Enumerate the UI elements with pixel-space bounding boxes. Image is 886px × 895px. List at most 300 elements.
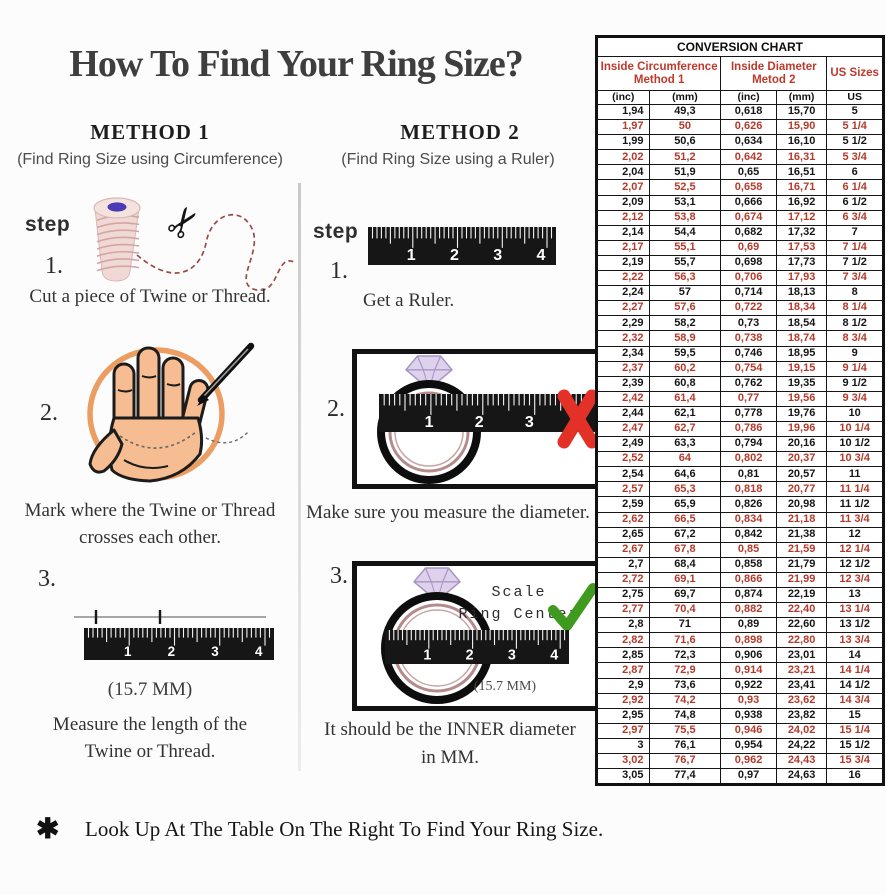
table-cell: 75,5 <box>649 723 721 738</box>
svg-text:2: 2 <box>465 647 474 664</box>
table-cell: 15 1/4 <box>827 723 884 738</box>
table-row <box>597 527 884 542</box>
svg-text:4: 4 <box>254 643 263 659</box>
ruler-with-thread-icon <box>68 606 280 662</box>
table-cell: 64,6 <box>649 467 721 482</box>
table-cell: 11 <box>827 467 884 482</box>
table-cell: 21,59 <box>776 542 827 557</box>
method1-step-label: step <box>25 213 71 236</box>
table-cell: 24,63 <box>776 769 827 785</box>
table-row <box>597 240 884 255</box>
table-cell: 62,7 <box>649 421 721 436</box>
svg-text:1: 1 <box>423 647 432 664</box>
table-cell: 70,4 <box>649 603 721 618</box>
table-cell: 0,69 <box>721 240 777 255</box>
table-row <box>597 406 884 421</box>
table-cell: 2,12 <box>597 210 650 225</box>
table-cell: 19,15 <box>776 361 827 376</box>
table-row <box>597 738 884 753</box>
table-cell: 16,71 <box>776 180 827 195</box>
table-row <box>597 210 884 225</box>
ring-ruler-wrong-icon <box>357 354 597 484</box>
method2-step1-number: 1. <box>330 258 348 284</box>
table-cell: 17,93 <box>776 271 827 286</box>
table-cell: 0,682 <box>721 225 777 240</box>
table-cell: 17,32 <box>776 225 827 240</box>
svg-text:1: 1 <box>123 643 132 659</box>
table-cell: 2,77 <box>597 603 650 618</box>
svg-text:2: 2 <box>449 247 459 265</box>
table-cell: 69,7 <box>649 588 721 603</box>
unit-mm-2: (mm) <box>776 91 827 105</box>
table-cell: 2,07 <box>597 180 650 195</box>
table-cell: 57 <box>649 286 721 301</box>
table-cell: 3,05 <box>597 769 650 785</box>
footer-note: Look Up At The Table On The Right To Find Your Ring Size. <box>85 817 604 841</box>
table-cell: 19,35 <box>776 376 827 391</box>
table-cell: 74,8 <box>649 708 721 723</box>
group-inside-diameter <box>721 57 827 91</box>
table-cell: 0,962 <box>721 754 777 769</box>
table-cell: 14 1/2 <box>827 678 884 693</box>
table-cell: 2,72 <box>597 572 650 587</box>
table-cell: 0,826 <box>721 497 777 512</box>
table-cell: 19,96 <box>776 421 827 436</box>
table-cell: 58,2 <box>649 316 721 331</box>
table-cell: 23,01 <box>776 648 827 663</box>
conversion-rows <box>597 105 884 785</box>
table-cell: 56,3 <box>649 271 721 286</box>
method2-heading: METHOD 2 <box>400 120 520 144</box>
table-cell: 0,65 <box>721 165 777 180</box>
svg-text:4: 4 <box>536 247 546 265</box>
table-cell: 0,666 <box>721 195 777 210</box>
table-cell: 15,70 <box>776 105 827 120</box>
table-cell: 58,9 <box>649 331 721 346</box>
table-cell: 22,60 <box>776 618 827 633</box>
table-cell: 2,57 <box>597 482 650 497</box>
table-cell: 14 <box>827 648 884 663</box>
method1-step2-number: 2. <box>40 400 58 426</box>
table-cell: 0,634 <box>721 135 777 150</box>
table-cell: 76,7 <box>649 754 721 769</box>
method2-step2-number: 2. <box>327 396 345 422</box>
table-cell: 2,9 <box>597 678 650 693</box>
table-cell: 67,8 <box>649 542 721 557</box>
chart-title: CONVERSION CHART <box>597 37 884 57</box>
table-row <box>597 512 884 527</box>
table-cell: 21,99 <box>776 572 827 587</box>
table-cell: 0,914 <box>721 663 777 678</box>
table-cell: 14 3/4 <box>827 693 884 708</box>
table-cell: 20,16 <box>776 437 827 452</box>
method1-step2-caption-line1: Mark where the Twine or Thread <box>24 500 276 521</box>
table-cell: 23,82 <box>776 708 827 723</box>
table-cell: 0,674 <box>721 210 777 225</box>
table-cell: 5 1/4 <box>827 120 884 135</box>
table-cell: 12 3/4 <box>827 572 884 587</box>
table-cell: 7 3/4 <box>827 271 884 286</box>
table-row <box>597 497 884 512</box>
table-cell: 2,97 <box>597 723 650 738</box>
table-cell: 60,2 <box>649 361 721 376</box>
table-cell: 63,3 <box>649 437 721 452</box>
table-cell: 0,698 <box>721 255 777 270</box>
group1-line1: Inside Circumference <box>600 61 718 74</box>
table-cell: 2,59 <box>597 497 650 512</box>
table-row <box>597 271 884 286</box>
method1-step2-caption-line2: crosses each other. <box>79 527 221 548</box>
table-cell: 2,8 <box>597 618 650 633</box>
table-cell: 15,90 <box>776 120 827 135</box>
table-cell: 13 1/2 <box>827 618 884 633</box>
table-row <box>597 678 884 693</box>
table-cell: 2,92 <box>597 693 650 708</box>
table-row <box>597 557 884 572</box>
unit-inc-1: (inc) <box>597 91 650 105</box>
table-cell: 73,6 <box>649 678 721 693</box>
table-cell: 0,874 <box>721 588 777 603</box>
method1-step3-caption-line1: Measure the length of the <box>52 714 248 735</box>
table-cell: 2,37 <box>597 361 650 376</box>
table-cell: 71 <box>649 618 721 633</box>
table-cell: 2,65 <box>597 527 650 542</box>
svg-text:3: 3 <box>493 247 503 265</box>
table-cell: 0,762 <box>721 376 777 391</box>
table-cell: 0,802 <box>721 452 777 467</box>
table-cell: 23,62 <box>776 693 827 708</box>
table-cell: 0,842 <box>721 527 777 542</box>
svg-text:Ring Center: Ring Center <box>458 606 580 623</box>
table-cell: 18,74 <box>776 331 827 346</box>
table-cell: 11 1/4 <box>827 482 884 497</box>
page-title: How To Find Your Ring Size? <box>69 43 523 85</box>
table-cell: 22,40 <box>776 603 827 618</box>
method2-step3-caption-line1: It should be the INNER diameter <box>324 719 576 740</box>
table-cell: 55,1 <box>649 240 721 255</box>
table-cell: 16,92 <box>776 195 827 210</box>
table-cell: 61,4 <box>649 391 721 406</box>
table-cell: 0,746 <box>721 346 777 361</box>
method1-step3-caption-line2: Twine or Thread. <box>84 741 216 762</box>
table-cell: 2,42 <box>597 391 650 406</box>
table-cell: 2,29 <box>597 316 650 331</box>
table-cell: 54,4 <box>649 225 721 240</box>
table-cell: 10 3/4 <box>827 452 884 467</box>
table-cell: 0,898 <box>721 633 777 648</box>
unit-mm-1: (mm) <box>649 91 721 105</box>
table-cell: 14 1/4 <box>827 663 884 678</box>
table-cell: 22,80 <box>776 633 827 648</box>
svg-text:2: 2 <box>167 643 176 659</box>
table-cell: 2,62 <box>597 512 650 527</box>
table-row <box>597 135 884 150</box>
table-cell: 2,87 <box>597 663 650 678</box>
table-cell: 8 <box>827 286 884 301</box>
table-row <box>597 225 884 240</box>
table-row <box>597 255 884 270</box>
table-row <box>597 769 884 785</box>
group-us-sizes: US Sizes <box>827 57 884 91</box>
table-cell: 51,2 <box>649 150 721 165</box>
table-cell: 0,93 <box>721 693 777 708</box>
table-row <box>597 391 884 406</box>
table-cell: 0,922 <box>721 678 777 693</box>
table-row <box>597 180 884 195</box>
table-cell: 64 <box>649 452 721 467</box>
table-cell: 1,97 <box>597 120 650 135</box>
table-row <box>597 150 884 165</box>
unit-inc-2: (inc) <box>721 91 777 105</box>
table-row <box>597 376 884 391</box>
table-cell: 76,1 <box>649 738 721 753</box>
group-inside-circumference <box>597 57 721 91</box>
table-cell: 16 <box>827 769 884 785</box>
table-cell: 2,95 <box>597 708 650 723</box>
table-cell: 16,31 <box>776 150 827 165</box>
table-cell: 7 1/4 <box>827 240 884 255</box>
table-cell: 0,858 <box>721 557 777 572</box>
table-row <box>597 663 884 678</box>
table-cell: 8 3/4 <box>827 331 884 346</box>
table-cell: 16,51 <box>776 165 827 180</box>
method1-step1-number: 1. <box>45 253 63 279</box>
table-cell: 18,13 <box>776 286 827 301</box>
table-cell: 6 3/4 <box>827 210 884 225</box>
table-cell: 2,09 <box>597 195 650 210</box>
table-row <box>597 421 884 436</box>
table-cell: 12 1/2 <box>827 557 884 572</box>
table-row <box>597 286 884 301</box>
table-cell: 2,34 <box>597 346 650 361</box>
table-cell: 2,49 <box>597 437 650 452</box>
table-cell: 3,02 <box>597 754 650 769</box>
table-cell: 55,7 <box>649 255 721 270</box>
table-cell: 1,99 <box>597 135 650 150</box>
table-cell: 10 <box>827 406 884 421</box>
table-cell: 0,626 <box>721 120 777 135</box>
table-cell: 72,3 <box>649 648 721 663</box>
table-row <box>597 708 884 723</box>
table-cell: 24,43 <box>776 754 827 769</box>
table-row <box>597 361 884 376</box>
table-row <box>597 603 884 618</box>
asterisk-icon: ✱ <box>36 813 60 844</box>
table-cell: 74,2 <box>649 693 721 708</box>
table-row <box>597 693 884 708</box>
table-row <box>597 437 884 452</box>
table-cell: 6 <box>827 165 884 180</box>
twine-spool-scissors-icon <box>85 193 300 298</box>
table-cell: 9 3/4 <box>827 391 884 406</box>
table-cell: 0,73 <box>721 316 777 331</box>
table-row <box>597 452 884 467</box>
table-cell: 0,738 <box>721 331 777 346</box>
table-cell: 2,32 <box>597 331 650 346</box>
table-cell: 2,82 <box>597 633 650 648</box>
table-cell: 20,77 <box>776 482 827 497</box>
unit-us: US <box>827 91 884 105</box>
table-cell: 7 1/2 <box>827 255 884 270</box>
method2-subheading: (Find Ring Size using a Ruler) <box>341 151 555 168</box>
table-cell: 1,94 <box>597 105 650 120</box>
svg-text:3: 3 <box>211 643 219 659</box>
table-row <box>597 572 884 587</box>
ring-ruler-correct-icon <box>357 566 597 706</box>
svg-text:✂: ✂ <box>155 195 213 250</box>
table-cell: 2,44 <box>597 406 650 421</box>
table-cell: 2,85 <box>597 648 650 663</box>
table-cell: 12 <box>827 527 884 542</box>
table-row <box>597 633 884 648</box>
table-cell: 2,24 <box>597 286 650 301</box>
table-row <box>597 301 884 316</box>
table-cell: 0,754 <box>721 361 777 376</box>
hand-with-twine-icon <box>58 334 263 486</box>
table-cell: 52,5 <box>649 180 721 195</box>
table-cell: 0,954 <box>721 738 777 753</box>
table-cell: 20,57 <box>776 467 827 482</box>
method1-step3-number: 3. <box>38 566 56 592</box>
table-cell: 0,722 <box>721 301 777 316</box>
table-cell: 69,1 <box>649 572 721 587</box>
table-cell: 0,85 <box>721 542 777 557</box>
table-cell: 5 <box>827 105 884 120</box>
table-cell: 5 3/4 <box>827 150 884 165</box>
svg-text:(15.7 MM): (15.7 MM) <box>473 679 537 694</box>
table-cell: 9 1/2 <box>827 376 884 391</box>
method1-step1-caption: Cut a piece of Twine or Thread. <box>29 286 271 307</box>
table-cell: 10 1/4 <box>827 421 884 436</box>
table-cell: 49,3 <box>649 105 721 120</box>
table-cell: 8 1/2 <box>827 316 884 331</box>
table-cell: 0,946 <box>721 723 777 738</box>
table-cell: 0,77 <box>721 391 777 406</box>
table-cell: 65,9 <box>649 497 721 512</box>
table-cell: 17,73 <box>776 255 827 270</box>
table-cell: 6 1/4 <box>827 180 884 195</box>
table-cell: 2,27 <box>597 301 650 316</box>
table-cell: 6 1/2 <box>827 195 884 210</box>
table-cell: 13 3/4 <box>827 633 884 648</box>
method2-step1-caption: Get a Ruler. <box>363 290 455 311</box>
table-cell: 0,818 <box>721 482 777 497</box>
table-cell: 2,22 <box>597 271 650 286</box>
method2-step3-number: 3. <box>330 563 348 589</box>
method2-step2-caption: Make sure you measure the diameter. <box>306 502 590 523</box>
table-cell: 2,04 <box>597 165 650 180</box>
method1-heading: METHOD 1 <box>90 120 210 144</box>
table-cell: 15 3/4 <box>827 754 884 769</box>
table-cell: 0,866 <box>721 572 777 587</box>
table-cell: 24,22 <box>776 738 827 753</box>
table-cell: 17,12 <box>776 210 827 225</box>
table-row <box>597 754 884 769</box>
table-cell: 9 <box>827 346 884 361</box>
svg-text:3: 3 <box>507 647 516 664</box>
table-cell: 24,02 <box>776 723 827 738</box>
svg-text:1: 1 <box>424 414 434 432</box>
table-cell: 60,8 <box>649 376 721 391</box>
table-cell: 16,10 <box>776 135 827 150</box>
table-row <box>597 723 884 738</box>
table-cell: 68,4 <box>649 557 721 572</box>
table-cell: 2,52 <box>597 452 650 467</box>
table-cell: 19,76 <box>776 406 827 421</box>
table-row <box>597 467 884 482</box>
table-cell: 21,79 <box>776 557 827 572</box>
table-cell: 2,14 <box>597 225 650 240</box>
method1-step3-note: (15.7 MM) <box>107 679 193 700</box>
table-row <box>597 618 884 633</box>
group2-line1: Inside Diameter <box>730 61 817 74</box>
table-cell: 0,81 <box>721 467 777 482</box>
table-cell: 15 <box>827 708 884 723</box>
table-cell: 0,706 <box>721 271 777 286</box>
table-row <box>597 648 884 663</box>
table-cell: 5 1/2 <box>827 135 884 150</box>
table-cell: 0,658 <box>721 180 777 195</box>
table-cell: 18,34 <box>776 301 827 316</box>
table-cell: 2,17 <box>597 240 650 255</box>
table-cell: 22,19 <box>776 588 827 603</box>
table-row <box>597 331 884 346</box>
table-cell: 15 1/2 <box>827 738 884 753</box>
svg-text:4: 4 <box>550 647 559 664</box>
table-cell: 0,778 <box>721 406 777 421</box>
table-cell: 23,21 <box>776 663 827 678</box>
table-row <box>597 195 884 210</box>
method2-step-label: step <box>313 220 359 243</box>
table-cell: 77,4 <box>649 769 721 785</box>
table-cell: 21,38 <box>776 527 827 542</box>
table-cell: 0,97 <box>721 769 777 785</box>
table-cell: 2,47 <box>597 421 650 436</box>
table-cell: 2,75 <box>597 588 650 603</box>
table-cell: 2,54 <box>597 467 650 482</box>
table-cell: 8 1/4 <box>827 301 884 316</box>
table-cell: 10 1/2 <box>827 437 884 452</box>
table-cell: 17,53 <box>776 240 827 255</box>
table-row <box>597 542 884 557</box>
table-cell: 0,786 <box>721 421 777 436</box>
table-cell: 7 <box>827 225 884 240</box>
table-cell: 20,98 <box>776 497 827 512</box>
table-cell: 2,02 <box>597 150 650 165</box>
table-cell: 11 1/2 <box>827 497 884 512</box>
table-cell: 71,6 <box>649 633 721 648</box>
table-cell: 20,37 <box>776 452 827 467</box>
svg-text:2: 2 <box>474 414 484 432</box>
svg-text:3: 3 <box>524 414 534 432</box>
table-cell: 12 1/4 <box>827 542 884 557</box>
table-cell: 0,714 <box>721 286 777 301</box>
table-cell: 67,2 <box>649 527 721 542</box>
table-cell: 57,6 <box>649 301 721 316</box>
method2-step3-caption-line2: in MM. <box>420 747 480 768</box>
table-row <box>597 482 884 497</box>
table-cell: 18,54 <box>776 316 827 331</box>
table-cell: 53,8 <box>649 210 721 225</box>
group1-line2: Method 1 <box>633 73 685 86</box>
table-cell: 53,1 <box>649 195 721 210</box>
table-row <box>597 588 884 603</box>
method1-subheading: (Find Ring Size using Circumference) <box>17 151 283 168</box>
conversion-chart <box>595 35 885 786</box>
table-cell: 9 1/4 <box>827 361 884 376</box>
table-cell: 62,1 <box>649 406 721 421</box>
table-row <box>597 346 884 361</box>
